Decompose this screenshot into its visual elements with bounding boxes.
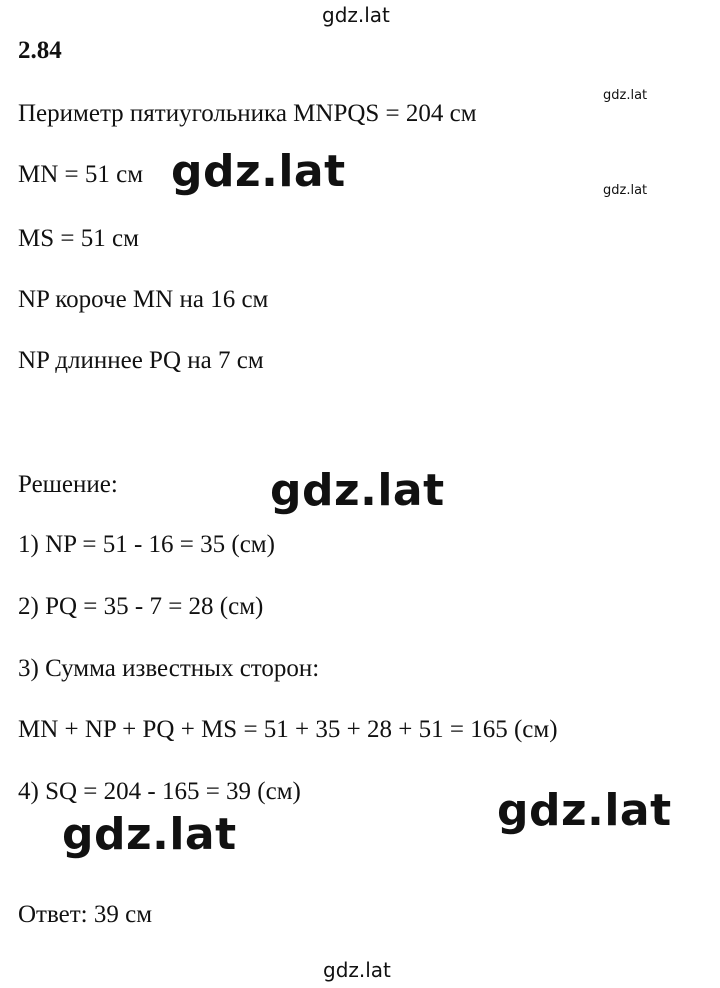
- watermark-lower-right: gdz.lat: [497, 785, 672, 836]
- solution-sum: MN + NP + PQ + MS = 51 + 35 + 28 + 51 = 165 (см): [18, 716, 558, 743]
- watermark-mid: gdz.lat: [270, 465, 445, 516]
- watermark-inline: gdz.lat: [171, 146, 346, 197]
- given-ms: MS = 51 см: [18, 225, 139, 252]
- watermark-bottom: gdz.lat: [323, 958, 391, 982]
- given-np-longer: NP длиннее PQ на 7 см: [18, 347, 264, 374]
- answer: Ответ: 39 см: [18, 901, 153, 928]
- solution-step-4: 4) SQ = 204 - 165 = 39 (см): [18, 778, 301, 805]
- solution-step-3: 3) Сумма известных сторон:: [18, 655, 320, 682]
- given-np-shorter: NP короче MN на 16 см: [18, 286, 269, 313]
- problem-number: 2.84: [18, 37, 62, 64]
- solution-step-1: 1) NP = 51 - 16 = 35 (см): [18, 531, 275, 558]
- given-perimeter: Периметр пятиугольника MNPQS = 204 см: [18, 100, 477, 127]
- solution-heading: Решение:: [18, 471, 118, 498]
- solution-step-2: 2) PQ = 35 - 7 = 28 (см): [18, 593, 264, 620]
- watermark-top: gdz.lat: [322, 3, 390, 27]
- watermark-right-2: gdz.lat: [603, 183, 648, 198]
- given-mn: MN = 51 см: [18, 161, 144, 188]
- watermark-lower-left: gdz.lat: [62, 809, 237, 860]
- watermark-right-1: gdz.lat: [603, 88, 648, 103]
